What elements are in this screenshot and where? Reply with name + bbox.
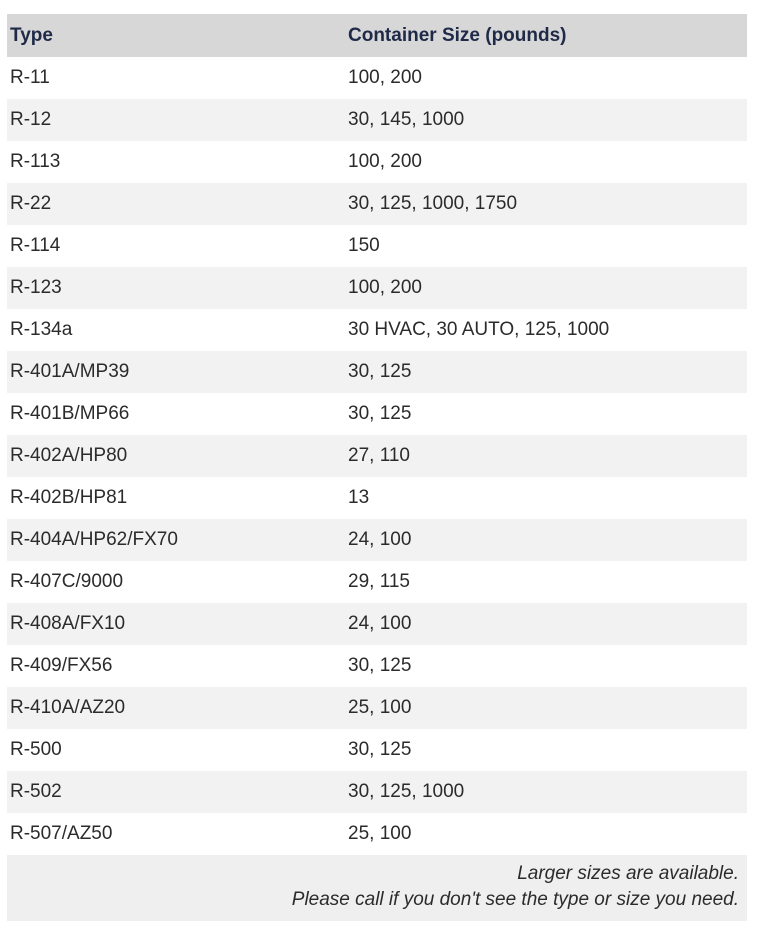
- footer-note-line-1: Larger sizes are available.: [517, 863, 739, 884]
- refrigerant-type-cell: R-402B/HP81: [7, 477, 344, 519]
- refrigerant-type-cell: R-11: [7, 57, 344, 99]
- table-row: [7, 225, 747, 267]
- container-size-cell: 25, 100: [344, 813, 747, 855]
- container-size-cell: 30, 125: [344, 393, 747, 435]
- container-size-cell: 25, 100: [344, 687, 747, 729]
- footer-note-line-2: Please call if you don't see the type or size you need.: [291, 889, 739, 910]
- refrigerant-type-cell: R-12: [7, 99, 344, 141]
- table-row: [7, 309, 747, 351]
- refrigerant-type-cell: R-404A/HP62/FX70: [7, 519, 344, 561]
- type-column-header: Type: [7, 14, 344, 57]
- refrigerant-type-cell: R-402A/HP80: [7, 435, 344, 477]
- table-row: [7, 435, 747, 477]
- table-row: [7, 267, 747, 309]
- container-size-cell: 30 HVAC, 30 AUTO, 125, 1000: [344, 309, 747, 351]
- footer-note: [7, 855, 747, 921]
- table-row: [7, 687, 747, 729]
- container-size-cell: 30, 125: [344, 351, 747, 393]
- container-size-cell: 150: [344, 225, 747, 267]
- refrigerant-type-cell: R-502: [7, 771, 344, 813]
- container-size-cell: 100, 200: [344, 57, 747, 99]
- refrigerant-type-cell: R-114: [7, 225, 344, 267]
- refrigerant-type-cell: R-113: [7, 141, 344, 183]
- table-row: [7, 57, 747, 99]
- table-row: [7, 183, 747, 225]
- table-row: [7, 771, 747, 813]
- refrigerant-type-cell: R-22: [7, 183, 344, 225]
- container-size-cell: 29, 115: [344, 561, 747, 603]
- refrigerant-type-cell: R-500: [7, 729, 344, 771]
- table-row: [7, 141, 747, 183]
- container-size-cell: 24, 100: [344, 603, 747, 645]
- container-size-cell: 100, 200: [344, 141, 747, 183]
- refrigerant-type-cell: R-507/AZ50: [7, 813, 344, 855]
- table-row: [7, 729, 747, 771]
- refrigerant-type-cell: R-401A/MP39: [7, 351, 344, 393]
- container-size-cell: 30, 145, 1000: [344, 99, 747, 141]
- refrigerant-container-table: [7, 14, 747, 855]
- refrigerant-type-cell: R-123: [7, 267, 344, 309]
- table-row: [7, 351, 747, 393]
- table-row: [7, 813, 747, 855]
- container-size-cell: 13: [344, 477, 747, 519]
- container-size-cell: 100, 200: [344, 267, 747, 309]
- refrigerant-type-cell: R-408A/FX10: [7, 603, 344, 645]
- refrigerant-type-cell: R-134a: [7, 309, 344, 351]
- table-body: [7, 57, 747, 855]
- table-row: [7, 477, 747, 519]
- table-row: [7, 393, 747, 435]
- container-size-cell: 30, 125, 1000, 1750: [344, 183, 747, 225]
- container-size-cell: 30, 125, 1000: [344, 771, 747, 813]
- container-size-cell: 30, 125: [344, 645, 747, 687]
- refrigerant-type-cell: R-401B/MP66: [7, 393, 344, 435]
- refrigerant-type-cell: R-410A/AZ20: [7, 687, 344, 729]
- table-row: [7, 561, 747, 603]
- table-header-row: [7, 14, 747, 57]
- refrigerant-type-cell: R-409/FX56: [7, 645, 344, 687]
- container-size-cell: 30, 125: [344, 729, 747, 771]
- container-size-column-header: Container Size (pounds): [344, 14, 747, 57]
- container-size-cell: 27, 110: [344, 435, 747, 477]
- table-row: [7, 519, 747, 561]
- table-row: [7, 645, 747, 687]
- container-size-cell: 24, 100: [344, 519, 747, 561]
- refrigerant-type-cell: R-407C/9000: [7, 561, 344, 603]
- table-row: [7, 603, 747, 645]
- refrigerant-table-container: [7, 14, 747, 921]
- table-row: [7, 99, 747, 141]
